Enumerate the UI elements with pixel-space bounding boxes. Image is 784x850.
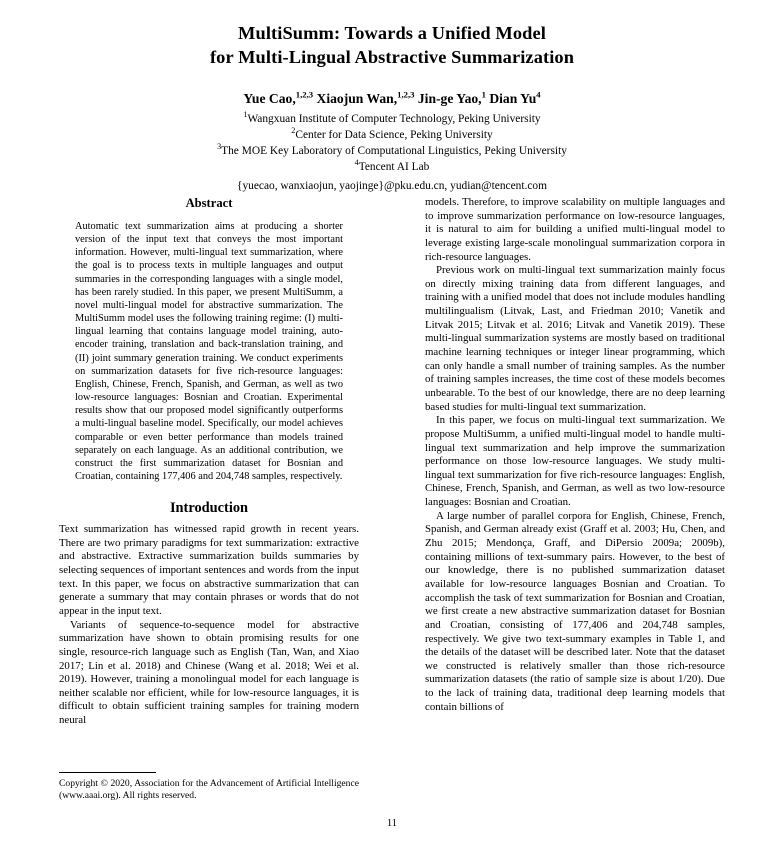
affiliation-marker-3: 3: [217, 141, 222, 151]
author-affil-marker-3: 1: [481, 89, 486, 100]
title-line-2: for Multi-Lingual Abstractive Summarization: [209, 46, 575, 67]
affiliation-text-2: Center for Data Science, Peking University: [295, 128, 493, 141]
affiliation-marker-4: 4: [354, 157, 359, 167]
affiliation-marker-1: 1: [243, 109, 248, 119]
body-columns: [0, 196, 784, 836]
right-paragraph-3: In this paper, we focus on multi-lingual text summarization. We propose MultiSumm, a unified multi-lingual model to handle multi-lingual text summarization and help improve the summarization performance on those low-resource languages. We study multi-lingual text summarization for five rich-resource languages: English, Chinese, French, Spanish, and German, as well as two low-resource languages: Bosnian and Croatian.: [425, 414, 725, 509]
intro-paragraph-1: Text summarization has witnessed rapid growth in recent years. There are two primary paradigms for text summarization: extractive and abstractive. Extractive summarization builds summaries by selecting sequences of important sentences and words from the input text. In this paper, we focus on abstractive summarization that can generate a summary that may contain phrases or words that do not appear in the input text.: [59, 523, 359, 617]
author-name-4: Dian Yu: [489, 91, 537, 107]
author-name-2: Xiaojun Wan,: [316, 91, 398, 107]
footnote-divider: [59, 772, 156, 773]
title-block: [0, 0, 784, 195]
affiliation-text-1: Wangxuan Institute of Computer Technology, Peking University: [247, 112, 541, 125]
affiliation-2: [0, 125, 784, 144]
affiliation-4: [0, 157, 784, 176]
page-title: [82, 22, 702, 69]
author-affil-marker-4: 4: [536, 89, 541, 100]
abstract-text: Automatic text summarization aims at producing a shorter version of the input text that conveys the most important information. However, multi-lingual text summarization, where the goal is to process texts in multiple languages and output summaries in the corresponding languages with a single model, has been rarely studied. In this paper, we present MultiSumm, a novel multi-lingual model for abstractive summarization. The MultiSumm model uses the following training regime: (I) multi-lingual learning that contains language model training, auto-encoder training, translation and back-translation training, and (II) joint summary generation training. We conduct experiments on summarization datasets for five rich-resource languages: English, Chinese, French, Spanish, and German, as well as two low-resource languages: Bosnian and Croatian. Experimental results show that our proposed model significantly outperforms a multi-lingual baseline model. Specifically, our model achieves comparable or even better performance than models trained separately on each language. As an additional contribution, we construct the first summarization dataset for Bosnian and Croatian, containing 177,406 and 204,748 samples, respectively.: [75, 221, 343, 482]
abstract-heading: Abstract: [185, 196, 233, 210]
copyright-notice: Copyright © 2020, Association for the Advancement of Artificial Intelligence (www.aaai.org). All rights reserved.: [59, 778, 359, 802]
footnote-block: [59, 772, 359, 802]
left-column: [59, 196, 359, 728]
author-name-1: Yue Cao,: [243, 91, 296, 107]
affiliation-1: [0, 109, 784, 128]
intro-paragraph-2: Variants of sequence-to-sequence model for abstractive summarization have shown to obtain promising results for one single, resource-rich language such as English (Tan, Wan, and Xiao 2017; Lin et al. 2018) and Chinese (Wang et al. 2018; Wei et al. 2019). However, training a monolingual model for each language is neither scalable nor efficient, while for low-resource languages, it is difficult to obtain sufficient training samples for training modern neural: [59, 618, 359, 727]
title-line-1: MultiSumm: Towards a Unified Model: [238, 23, 546, 43]
affiliation-list: [0, 109, 784, 176]
introduction-heading: Introduction: [169, 500, 249, 517]
page-number: 11: [386, 818, 398, 829]
affiliation-3: [0, 141, 784, 160]
right-column: [425, 196, 725, 714]
affiliation-text-4: Tencent AI Lab: [358, 160, 430, 173]
affiliation-text-3: The MOE Key Laboratory of Computational Linguistics, Peking University: [221, 144, 567, 157]
affiliation-marker-2: 2: [291, 125, 296, 135]
author-affil-marker-1: 1,2,3: [295, 89, 314, 100]
author-name-3: Jin-ge Yao,: [417, 91, 482, 107]
author-emails: {yuecao, wanxiaojun, yaojinge}@pku.edu.cn, yudian@tencent.com: [237, 179, 547, 192]
author-list: [0, 90, 784, 108]
right-paragraph-4: A large number of parallel corpora for English, Chinese, French, Spanish, and German already exist (Graff et al. 2003; Hu, Chen, and Zhu 2015; Mendonça, Graff, and DiPersio 2009a; 2009b), containing millions of text-summary pairs. However, to the best of our knowledge, there is no published summarization dataset available for low-resource languages Bosnian and Croatian. To accomplish the task of text summarization for Bosnian and Croatian, we first create a new abstractive summarization dataset for Bosnian and Croatian, consisting of 177,406 and 204,748 samples, respectively. We give two text-summary examples in Table 1, and the details of the dataset will be described later. Note that the dataset we constructed is relatively smaller than those rich-resource summarization datasets (the ratio of sample size is about 1/20). Due to the lack of training data, traditional deep learning models that contain billions of: [425, 509, 725, 713]
right-paragraph-1: models. Therefore, to improve scalability on multiple languages and to improve summarization performance on low-resource languages, it is natural to aim for building a unified multi-lingual model to leverage existing large-scale monolingual summarization corpora in rich-resource languages.: [425, 196, 725, 263]
right-paragraph-2: Previous work on multi-lingual text summarization mainly focus on directly mixing training data from different languages, and training with a unified model that does not include modules handling multilingualism (Litvak, Last, and Friedman 2010; Vanetik and Litvak 2015; Litvak et al. 2016; Litvak and Vanetik 2019). These multi-lingual summarization systems are mostly based on traditional machine learning techniques or integer linear programming, which can only handle a small number of training samples. As the number of training samples increases, the time cost of these models becomes unbearable. To the best of our knowledge, there are no deep learning based studies for multi-lingual text summarization.: [425, 264, 725, 413]
author-affil-marker-2: 1,2,3: [397, 89, 415, 100]
